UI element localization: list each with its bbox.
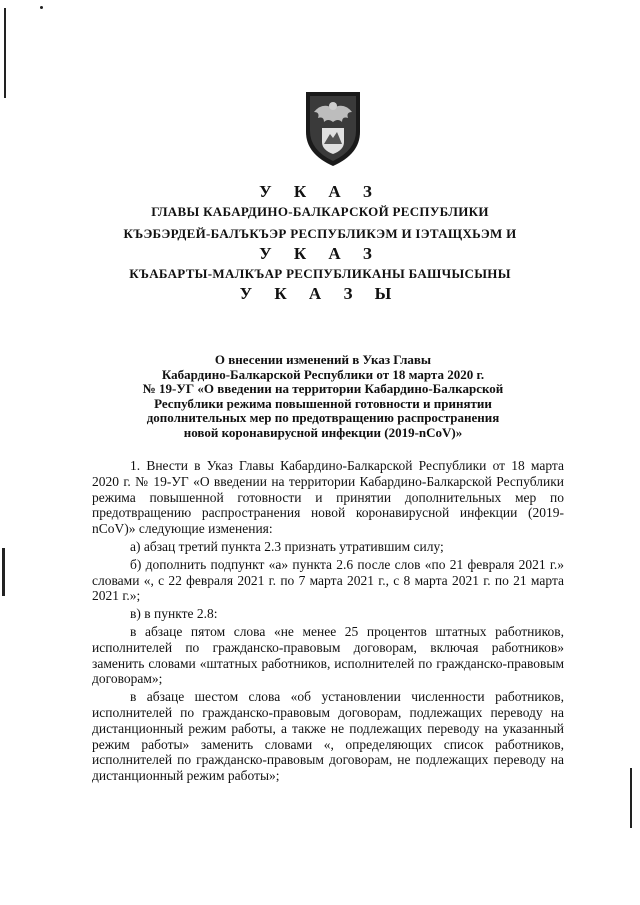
title-line: № 19-УГ «О введении на территории Кабардино-Балкарской bbox=[142, 381, 504, 396]
coat-of-arms-emblem bbox=[300, 88, 366, 168]
paragraph-a: а) абзац третий пункта 2.3 признать утратившим силу; bbox=[130, 538, 444, 554]
scan-mark-left-top bbox=[4, 8, 6, 98]
paragraph-b: б) дополнить подпункт «а» пункта 2.6 после слов «по 21 февраля 2021 г.» словами «, с 22 февраля 2021 г. по 7 марта 2021 г., с 8 марта 2021 г. по 21 марта 2021 г.»; bbox=[92, 556, 564, 604]
title-line: дополнительных мер по предотвращению распространения bbox=[146, 410, 500, 425]
decree-heading-krc: У К А З Ы bbox=[239, 284, 401, 303]
paragraph-5: в абзаце пятом слова «не менее 25 процентов штатных работников, исполнителей по гражданско-правовым договорам, включая работников» заменить словами «штатных работников, исполнителей по гражданско-правовым договорам»; bbox=[92, 623, 564, 687]
subtitle-krc: КЪАБАРТЫ-МАЛКЪАР РЕСПУБЛИКАНЫ БАШЧЫСЫНЫ bbox=[129, 266, 511, 281]
paragraph-1: 1. Внести в Указ Главы Кабардино-Балкарской Республики от 18 марта 2020 г. № 19-УГ «О введении на территории Кабардино-Балкарской Республики режима повышенной готовности и принятии дополнительных мер по предотвращению распространения новой коронавирусной инфекции (2019-nCoV)» следующие изменения: bbox=[92, 458, 564, 537]
paragraph-6: в абзаце шестом слова «об установлении численности работников, исполнителей по гражданско-правовым договорам, подлежащих переводу на дистанционный режим работы, а также не подлежащих переводу на указанный режим работы» заменить словами «, определяющих список работников, исполнителей по гражданско-правовым договорам, не подлежащих переводу на дистанционный режим работы»; bbox=[92, 689, 564, 784]
subtitle-ru: ГЛАВЫ КАБАРДИНО-БАЛКАРСКОЙ РЕСПУБЛИКИ bbox=[151, 204, 489, 219]
scan-mark-right bbox=[630, 768, 632, 828]
title-line: Республики режима повышенной готовности и принятии bbox=[154, 395, 492, 411]
decree-body bbox=[92, 458, 564, 786]
title-line: О внесении изменений в Указ Главы bbox=[214, 352, 432, 367]
scan-dot bbox=[40, 6, 43, 9]
title-line: новой коронавирусной инфекции (2019-nCoV)» bbox=[183, 424, 463, 440]
decree-title bbox=[98, 353, 548, 440]
decree-heading-kbd: У К А З bbox=[259, 244, 381, 263]
subtitle-kbd: КЪЭБЭРДЕЙ-БАЛЪКЪЭР РЕСПУБЛИКЭМ И ІЭТАЩХЬЭМ И bbox=[123, 226, 517, 241]
paragraph-v: в) в пункте 2.8: bbox=[130, 606, 218, 622]
title-line: Кабардино-Балкарской Республики от 18 марта 2020 г. bbox=[161, 366, 485, 382]
decree-heading-ru: У К А З bbox=[259, 182, 381, 201]
scan-mark-left-mid bbox=[2, 548, 5, 596]
